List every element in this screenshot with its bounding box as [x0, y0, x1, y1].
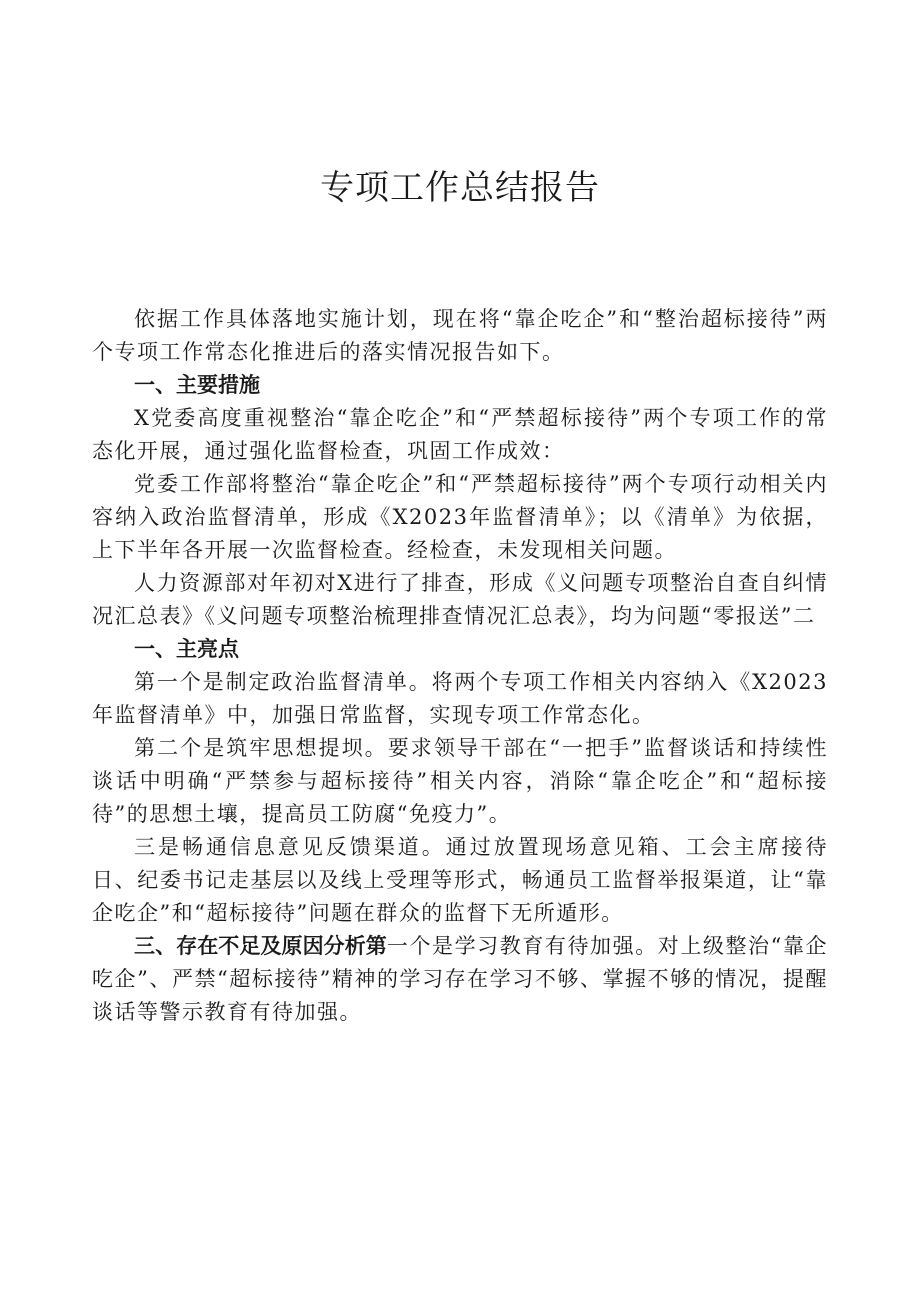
section2-paragraph-3: 三是畅通信息意见反馈渠道。通过放置现场意见箱、工会主席接待日、纪委书记走基层以及线上受理等形式，畅通员工监督举报渠道，让“靠企吃企”和“超标接待”问题在群众的监督下无所遁形。	[92, 835, 828, 925]
section-heading-highlights: 一、主亮点	[134, 637, 239, 661]
section-heading-main-measures: 一、主要措施	[134, 373, 260, 397]
section1-paragraph-1: X党委高度重视整治“靠企吃企”和“严禁超标接待”两个专项工作的常态化开展，通过强化监督检查，巩固工作成效：	[92, 406, 828, 463]
section2-paragraph-1: 第一个是制定政治监督清单。将两个专项工作相关内容纳入《X2023年监督清单》中，加强日常监督，实现专项工作常态化。	[92, 670, 828, 727]
section1-paragraph-3: 人力资源部对年初对X进行了排查，形成《义问题专项整治自查自纠情况汇总表》《义问题专项整治梳理排查情况汇总表》，均为问题“零报送”二	[92, 571, 828, 628]
section3-text: 一个是学习教育有待加强。对上级整治“靠企吃企”、严禁“超标接待”精神的学习存在学习不够、掌握不够的情况，提醒谈话等警示教育有待加强。	[92, 934, 829, 1024]
document-title: 专项工作总结报告	[320, 168, 600, 208]
section-heading-shortcomings: 三、存在不足及原因分析第	[134, 934, 387, 958]
document-body	[92, 303, 828, 1029]
section1-paragraph-2: 党委工作部将整治“靠企吃企”和“严禁超标接待”两个专项行动相关内容纳入政治监督清单，形成《X2023年监督清单》；以《清单》为依据，上下半年各开展一次监督检查。经检查，未发现相关问题。	[92, 472, 828, 562]
section3-paragraph	[92, 930, 828, 1029]
section2-paragraph-2: 第二个是筑牢思想提坝。要求领导干部在“一把手”监督谈话和持续性谈话中明确“严禁参与超标接待”相关内容，消除“靠企吃企”和“超标接待”的思想土壤，提高员工防腐“免疫力”。	[92, 736, 828, 826]
intro-paragraph: 依据工作具体落地实施计划，现在将“靠企吃企”和“整治超标接待”两个专项工作常态化推进后的落实情况报告如下。	[92, 307, 828, 364]
